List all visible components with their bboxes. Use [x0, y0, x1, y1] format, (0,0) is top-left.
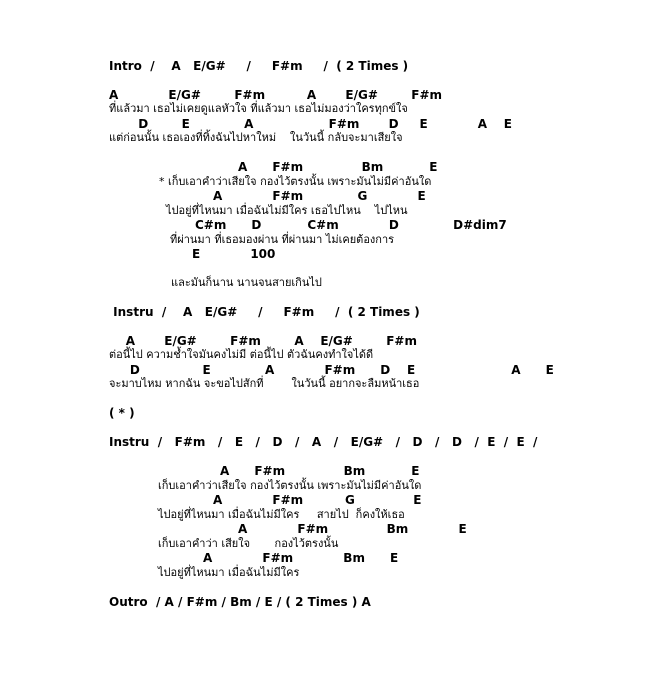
chord-line: A F#m G E: [213, 189, 426, 203]
chord-line: A F#m Bm E: [203, 551, 399, 565]
chord-line: A F#m Bm E: [238, 522, 467, 536]
chord-line: A E/G# F#m A E/G# F#m: [109, 334, 417, 348]
outro-line: Outro / A / F#m / Bm / E / ( 2 Times ) A: [109, 595, 371, 609]
instru-line: Instru / F#m / E / D / A / E/G# / D / D / E / E /: [109, 435, 538, 449]
lyric-line: ไปอยู่ที่ไหนมา เมื่อฉันไม่มีใคร เธอไปไหน ไปไหน: [166, 204, 408, 217]
chord-line: A F#m G E: [213, 493, 422, 507]
chord-line: D E A F#m D E A E: [109, 363, 554, 377]
chord-line: E 100: [192, 247, 276, 261]
lyric-line: ที่ผ่านมา ที่เธอมองผ่าน ที่ผ่านมา ไม่เคยต้องการ: [170, 233, 395, 246]
lyric-line: ไปอยู่ที่ไหนมา เมื่อฉันไม่มีใคร สายไป ก็คงให้เธอ: [158, 508, 405, 521]
lyric-line: แต่ก่อนนั้น เธอเองที่ทิ้งฉันไปหาใหม่ ในวันนี้ กลับจะมาเสียใจ: [109, 131, 403, 144]
lyric-line: เก็บเอาคำว่า เสียใจ กองไว้ตรงนั้น: [158, 537, 339, 550]
chorus-repeat: ( * ): [109, 406, 135, 420]
lyric-line: ที่แล้วมา เธอไม่เคยดูแลหัวใจ ที่แล้วมา เธอไม่มองว่าใครทุกข์ใจ: [109, 102, 408, 115]
intro-line: Intro / A E/G# / F#m / ( 2 Times ): [109, 59, 409, 73]
chord-line: A F#m Bm E: [220, 464, 420, 478]
chord-line: A E/G# F#m A E/G# F#m: [109, 88, 443, 102]
lyric-line: * เก็บเอาคำว่าเสียใจ กองไว้ตรงนั้น เพราะมันไม่มีค่าอันใด: [159, 175, 432, 188]
chord-line: C#m D C#m D D#dim7: [195, 218, 507, 232]
instru-line: Instru / A E/G# / F#m / ( 2 Times ): [109, 305, 420, 319]
lyric-line: ต่อนี้ไป ความช้ำใจมันคงไม่มี ต่อนี้ไป ตัวฉันคงทำใจได้ดี: [109, 348, 374, 361]
chord-line: A F#m Bm E: [238, 160, 438, 174]
lyric-line: เก็บเอาคำว่าเสียใจ กองไว้ตรงนั้น เพราะมันไม่มีค่าอันใด: [158, 479, 422, 492]
lyric-line: ไปอยู่ที่ไหนมา เมื่อฉันไม่มีใคร: [158, 566, 300, 579]
chord-line: D E A F#m D E A E: [109, 117, 512, 131]
lyric-line: และมันก็นาน นานจนสายเกินไป: [171, 276, 322, 289]
lyric-line: จะมาบไหม หากฉัน จะขอไปสักที่ ในวันนี้ อยากจะลืมหน้าเธอ: [109, 377, 420, 390]
